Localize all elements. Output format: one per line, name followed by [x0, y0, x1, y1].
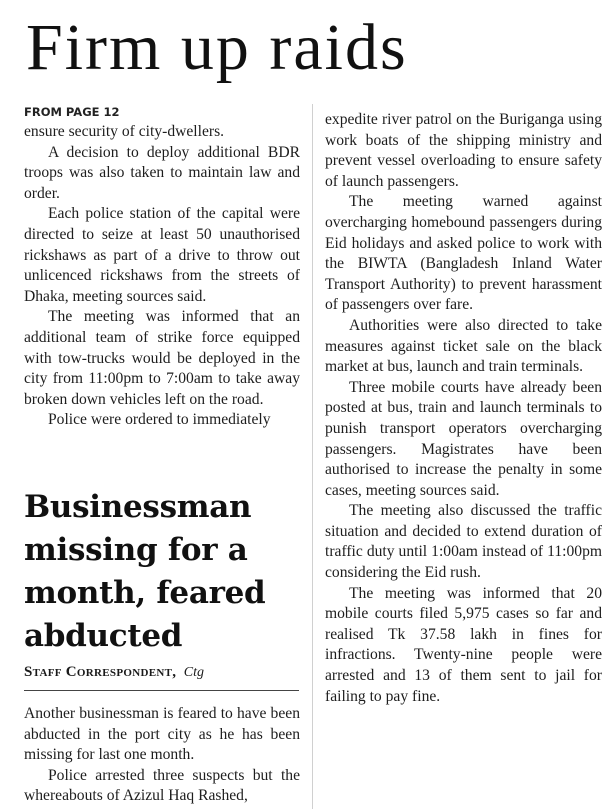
byline	[24, 664, 204, 681]
article-paragraph: The meeting warned against overcharging homebound passengers during Eid holidays and asked police to work with the BIWTA (Bangladesh Inland Water Transport Authority) to prevent harassment of passengers over fare.	[325, 193, 602, 314]
byline-name: Staff Correspondent,	[24, 664, 177, 680]
article-paragraph: Police arrested three suspects but the whereabouts of Azizul Haq Rashed,	[24, 766, 300, 805]
article-paragraph: Three mobile courts have already been posted at bus, train and launch terminals to punish transport operators overcharging passengers. Magistrates have been authorised to increase the penalty in some cases, meeting sources said.	[325, 378, 602, 499]
main-headline: Firm up raids	[26, 11, 408, 84]
byline-place: Ctg	[183, 665, 204, 680]
article-paragraph: Each police station of the capital were directed to seize at least 50 unauthorised rickshaws as part of a drive to throw out unlicenced rickshaws from the streets of Dhaka, meeting sources said.	[24, 205, 300, 305]
column-divider	[312, 104, 313, 809]
article-paragraph: A decision to deploy additional BDR troops was also taken to maintain law and order.	[24, 143, 300, 202]
article-paragraph: The meeting was informed that 20 mobile courts filed 5,975 cases so far and realised Tk 37.58 lakh in fines for infractions. Twenty-nine people were arrested and 13 of them sent to jail for failing to pay fine.	[325, 584, 602, 705]
second-story-headline: Businessman missing for a month, feared abducted	[24, 489, 266, 654]
article-paragraph: The meeting also discussed the traffic situation and decided to extend duration of traffic duty until 1:00am instead of 11:00pm considering the Eid rush.	[325, 502, 602, 582]
article-paragraph: Police were ordered to immediately	[48, 411, 271, 429]
continued-text: ensure security of city-dwellers.	[24, 123, 225, 140]
continuation-kicker: FROM PAGE 12	[24, 105, 120, 119]
second-story-body	[24, 704, 300, 807]
article-paragraph: The meeting was informed that an additional team of strike force equipped with tow-trucks would be deployed in the city from 11:00pm to 7:00am to take away broken down vehicles left on the road.	[24, 308, 300, 408]
left-column	[24, 104, 300, 431]
article-paragraph: expedite river patrol on the Buriganga using work boats of the shipping ministry and prevent vessel overloading to ensure safety of launch passengers.	[325, 111, 602, 190]
article-paragraph: Authorities were also directed to take measures against ticket sale on the black market at bus, launch and train terminals.	[325, 316, 602, 376]
byline-rule	[24, 690, 299, 691]
article-paragraph: Another businessman is feared to have been abducted in the port city as he has been missing for last one month.	[24, 705, 300, 764]
right-column	[325, 110, 602, 707]
